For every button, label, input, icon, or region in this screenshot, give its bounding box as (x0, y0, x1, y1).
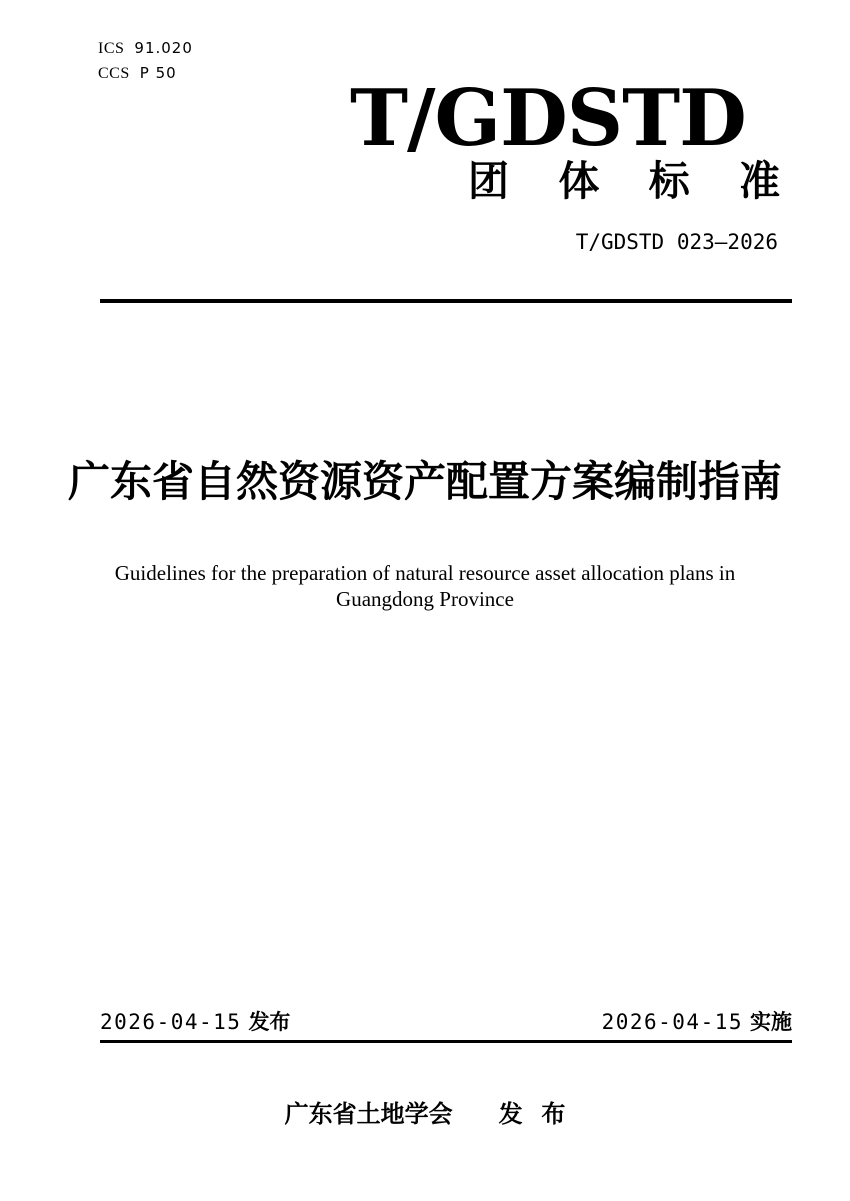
ics-label: ICS (98, 40, 125, 57)
implementation-date: 2026-04-15 (601, 1010, 743, 1034)
ccs-value: P 50 (139, 64, 177, 82)
standard-body-logo: T/GDSTD (350, 73, 746, 164)
issue-date-group (100, 1008, 290, 1037)
header-rule (100, 299, 792, 303)
issue-label: 发布 (248, 1011, 291, 1034)
publisher-name: 广东省土地学会 (284, 1101, 453, 1128)
implementation-label: 实施 (750, 1011, 792, 1034)
classification-codes (98, 36, 193, 86)
ics-code (98, 36, 193, 61)
dates-row (100, 1008, 792, 1037)
ccs-label: CCS (98, 65, 130, 82)
publish-label: 发 布 (498, 1101, 566, 1128)
publisher-line (0, 1094, 850, 1129)
implementation-date-group (602, 1008, 792, 1037)
ccs-code (98, 61, 193, 86)
document-title-en-line2: Guangdong Province (336, 587, 514, 611)
document-title-en (0, 560, 850, 612)
standard-number: T/GDSTD 023—2026 (575, 230, 778, 254)
document-title-cn: 广东省自然资源资产配置方案编制指南 (67, 458, 782, 505)
document-title-en-line1: Guidelines for the preparation of natural resource asset allocation plans in (114, 561, 736, 585)
issue-date: 2026-04-15 (100, 1010, 242, 1034)
footer-rule (100, 1040, 792, 1043)
ics-value: 91.020 (134, 39, 193, 57)
standard-type-label: 团 体 标 准 (468, 158, 781, 204)
